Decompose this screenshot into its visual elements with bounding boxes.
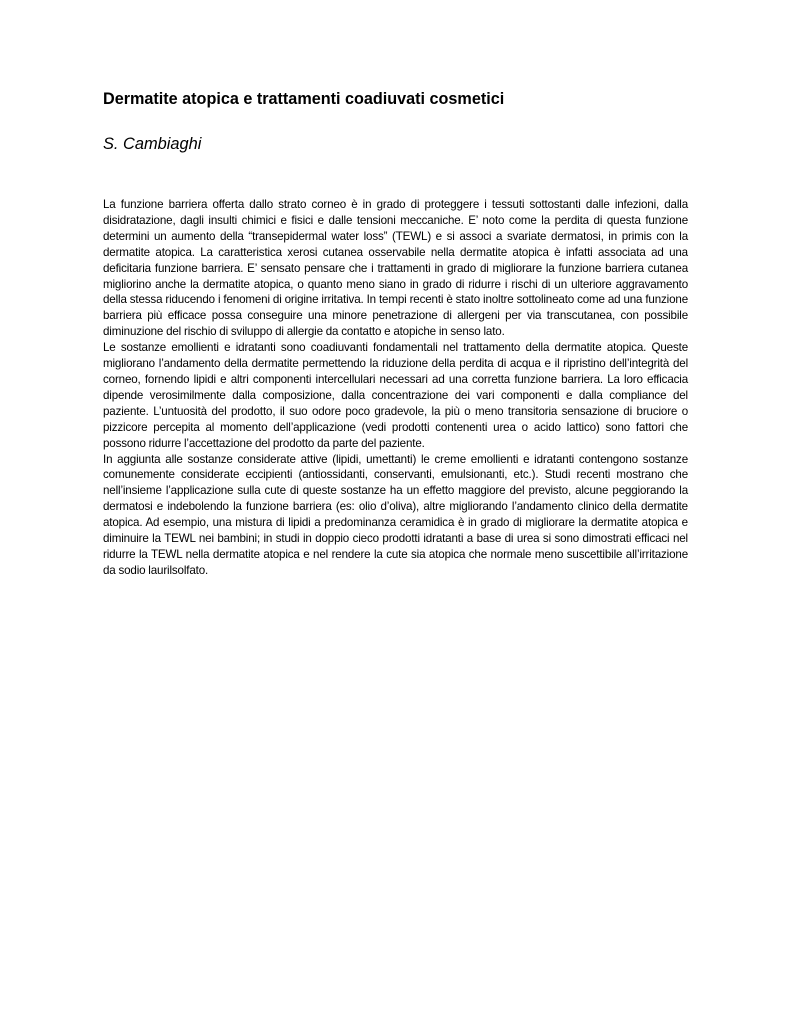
- document-title: Dermatite atopica e trattamenti coadiuvati cosmetici: [103, 90, 505, 108]
- document-author: S. Cambiaghi: [103, 135, 202, 153]
- document-body: [103, 197, 688, 579]
- body-paragraph-emollients: Le sostanze emollienti e idratanti sono coadiuvanti fondamentali nel trattamento della dermatite atopica. Queste migliorano l’andamento della dermatite permettendo la riduzione della perdita di acqua e il ripristino dell’integrità del corneo, fornendo lipidi e altri componenti intercellulari necessari ad una corretta funzione barriera. La loro efficacia dipende verosimilmente dalla composizione, dalla concentrazione dei vari componenti e dalla compliance del paziente. L’untuosità del prodotto, il suo odore poco gradevole, la più o meno transitoria sensazione di bruciore o pizzicore percepita al momento dell’applicazione (vedi prodotti contenenti urea o acido lattico) sono fattori che possono ridurre l’accettazione del prodotto da parte del paziente.: [103, 341, 688, 450]
- body-paragraph-excipients: In aggiunta alle sostanze considerate attive (lipidi, umettanti) le creme emollienti e idratanti contengono sostanze comunemente considerate eccipienti (antiossidanti, conservanti, emulsionanti, etc.). Studi recenti mostrano che nell’insieme l’applicazione sulla cute di queste sostanze ha un effetto maggiore del previsto, alcune peggiorando la dermatosi e indebolendo la funzione barriera (es: olio d’oliva), altre migliorando l’andamento clinico della dermatite atopica. Ad esempio, una mistura di lipidi a predominanza ceramidica è in grado di migliorare la dermatite atopica e diminuire la TEWL nei bambini; in studi in doppio cieco prodotti idratanti a base di urea si sono dimostrati efficaci nel ridurre la TEWL nella dermatite atopica e nel rendere la cute sia atopica che normale meno suscettibile all’irritazione da sodio laurilsolfato.: [103, 452, 688, 577]
- body-paragraph-barrier-function: La funzione barriera offerta dallo strato corneo è in grado di proteggere i tessuti sottostanti dalle infezioni, dalla disidratazione, dagli insulti chimici e fisici e dalle tensioni meccaniche. E’ noto come la perdita di questa funzione determini un aumento della “transepidermal water loss” (TEWL) e si associ a svariate dermatosi, in primis con la dermatite atopica. La caratteristica xerosi cutanea osservabile nella dermatite atopica è infatti associata ad una deficitaria funzione barriera. E’ sensato pensare che i trattamenti in grado di migliorare la funzione barriera cutanea migliorino anche la dermatite atopica, o quanto meno siano in grado di ridurre i rischi di un ulteriore aggravamento della stessa riducendo i fenomeni di origine irritativa. In tempi recenti è stato inoltre sottolineato come ad una funzione barriera più efficace possa conseguire una minore penetrazione di allergeni per via transcutanea, con possibile diminuzione del rischio di sviluppo di allergie da contatto e atopiche in senso lato.: [103, 198, 688, 339]
